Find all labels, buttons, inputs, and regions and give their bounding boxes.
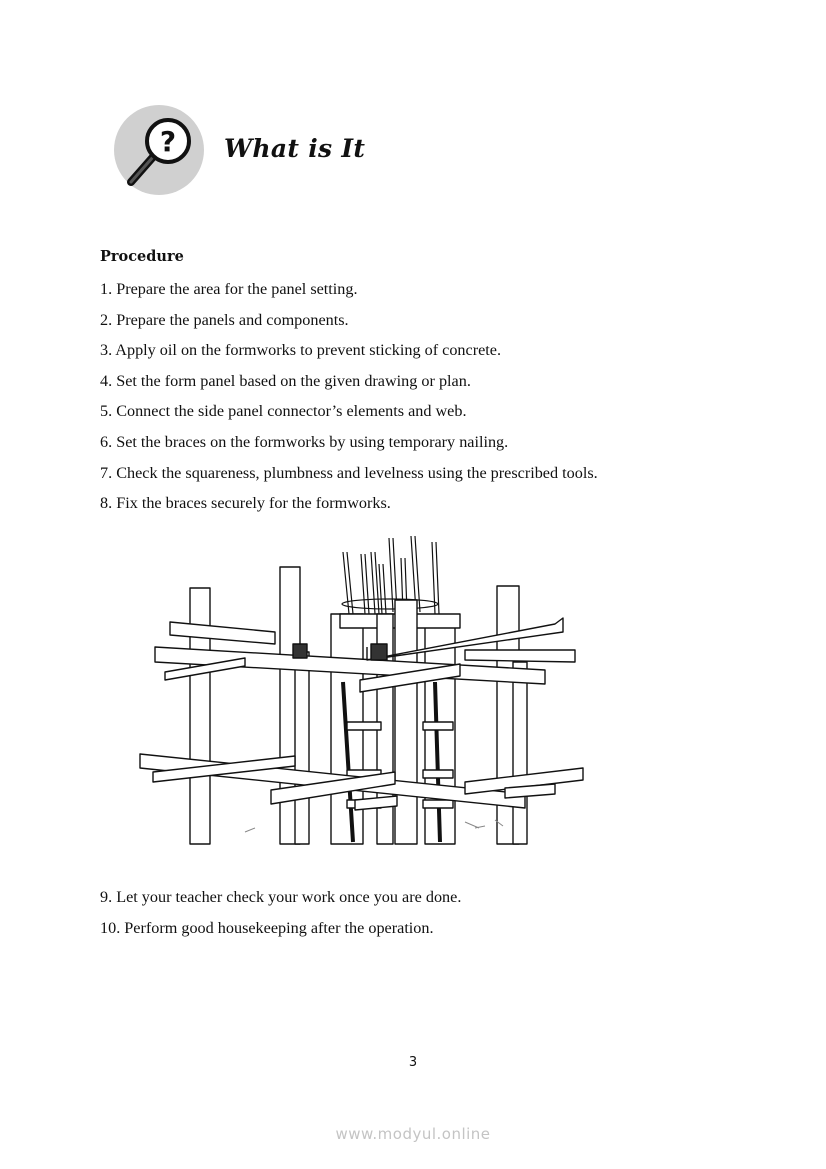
step-item: 1. Prepare the area for the panel setting. xyxy=(100,280,358,298)
page-number: 3 xyxy=(408,1055,418,1070)
step-item: 8. Fix the braces securely for the formworks. xyxy=(100,494,391,513)
step-item: 3. Apply oil on the formworks to prevent sticking of concrete. xyxy=(100,341,502,360)
column-form xyxy=(331,600,460,844)
step-item: 6. Set the braces on the formworks by using temporary nailing. xyxy=(100,432,509,451)
step-item: 5. Connect the side panel connector’s elements and web. xyxy=(100,402,467,421)
magnifier-question-icon xyxy=(113,104,205,196)
rebar-group xyxy=(342,536,439,614)
watermark: www.modyul.online xyxy=(335,1125,491,1143)
column-formwork-illustration xyxy=(135,532,595,848)
procedure-steps-continued xyxy=(100,887,461,949)
svg-text:?: ? xyxy=(159,125,177,158)
procedure-steps xyxy=(100,279,598,524)
procedure-heading: Procedure xyxy=(100,248,184,265)
step-item: 4. Set the form panel based on the given drawing or plan. xyxy=(100,371,471,390)
step-item: 10. Perform good housekeeping after the operation. xyxy=(100,919,434,937)
section-title: What is It xyxy=(224,134,366,163)
step-item: 7. Check the squareness, plumbness and levelness using the prescribed tools. xyxy=(100,463,598,482)
step-item: 2. Prepare the panels and components. xyxy=(100,310,349,329)
step-item: 9. Let your teacher check your work once you are done. xyxy=(100,888,462,906)
